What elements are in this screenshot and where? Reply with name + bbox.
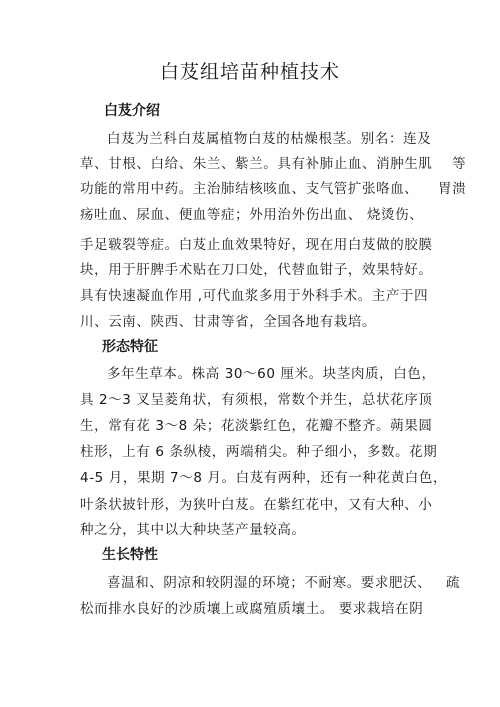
text-line: 种之分，其中以大种块茎产量较高。	[80, 522, 306, 538]
text-line: 具 2～3 叉呈菱角状，有须根，常数个并生，总状花序顶	[80, 392, 433, 408]
text-line: 生，常有花 3～8 朵；花淡紫红色，花瓣不整齐。蒴果圆	[80, 418, 433, 434]
text-line: 功能的常用中药。主治肺结核咳血、支气管扩张咯血、 胃溃	[80, 181, 467, 197]
section-heading: 白芨介绍	[104, 103, 160, 119]
text-line: 疡吐血、尿血、便血等症；外用治外伤出血、 烧烫伤、	[80, 207, 424, 223]
text-line: 柱形，上有 6 条纵棱，两端稍尖。种子细小，多数。花期	[80, 444, 438, 460]
text-line: 手足皲裂等症。白芨止血效果特好，现在用白芨做的胶膜	[80, 237, 433, 253]
text-line: 白芨为兰科白芨属植物白芨的枯燥根茎。别名：连及	[107, 131, 432, 147]
text-line: 多年生草本。株高 30～60 厘米。块茎肉质，白色，	[107, 366, 436, 382]
text-line: 4-5 月，果期 7～8 月。白芨有两种，还有一种花黄白色，	[80, 470, 448, 486]
text-line: 具有快速凝血作用 ,可代血浆多用于外科手术。主产于四	[80, 288, 429, 304]
text-line: 块，用于肝脾手术贴在刀口处，代替血钳子，效果特好。	[80, 262, 433, 278]
section-heading: 生长特性	[102, 547, 158, 563]
text-line: 喜温和、阴凉和较阴湿的环境；不耐寒。要求肥沃、 疏	[107, 575, 461, 591]
section-heading: 形态特征	[102, 339, 158, 355]
text-line: 叶条状披针形，为狭叶白芨。在紫红花中，又有大种、小	[80, 497, 433, 513]
document-title: 白芨组培苗种植技术	[159, 61, 340, 83]
text-line: 草、甘根、白给、朱兰、紫兰。具有补肺止血、消肿生肌 等	[80, 156, 467, 172]
text-line: 川、云南、陕西、甘肃等省，全国各地有栽培。	[80, 314, 377, 330]
text-line: 松而排水良好的沙质壤上或腐殖质壤土。 要求栽培在阴	[80, 601, 424, 617]
